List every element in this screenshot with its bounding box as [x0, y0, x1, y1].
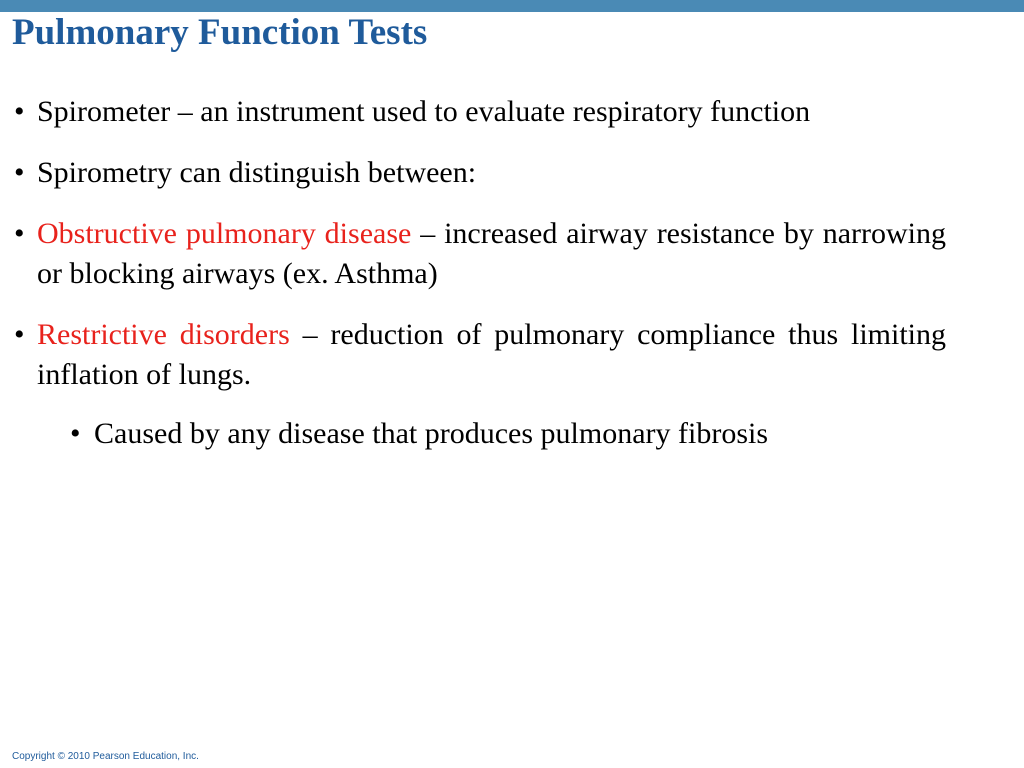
bullet-spirometer — [14, 92, 946, 132]
bullet-restrictive — [14, 315, 946, 395]
bullet-text: Spirometry can distinguish between: — [37, 156, 477, 189]
bullet-text: Spirometer – an instrument used to evaluate respiratory function — [37, 95, 811, 128]
bullet-obstructive — [14, 214, 946, 294]
slide-title: Pulmonary Function Tests — [12, 12, 428, 53]
bullet-dot-icon: • — [70, 417, 81, 450]
bullet-list — [14, 92, 946, 475]
bullet-spirometry — [14, 153, 946, 193]
sub-bullet-fibrosis — [14, 414, 946, 454]
bullet-text: – reduction of pulmonary compliance thus limiting inflation of lungs. — [37, 318, 946, 391]
bullet-dot-icon: • — [14, 95, 25, 128]
bullet-dot-icon: • — [14, 318, 25, 351]
bullet-highlight-term: Obstructive pulmonary disease — [37, 217, 412, 250]
bullet-text: – increased airway resistance by narrowing or blocking airways (ex. Asthma) — [37, 217, 947, 290]
bullet-highlight-term: Restrictive disorders — [37, 318, 290, 351]
bullet-dot-icon: • — [14, 217, 25, 250]
bullet-text: Caused by any disease that produces pulmonary fibrosis — [94, 417, 769, 450]
bullet-dot-icon: • — [14, 156, 25, 189]
copyright-footer: Copyright © 2010 Pearson Education, Inc. — [12, 751, 199, 762]
